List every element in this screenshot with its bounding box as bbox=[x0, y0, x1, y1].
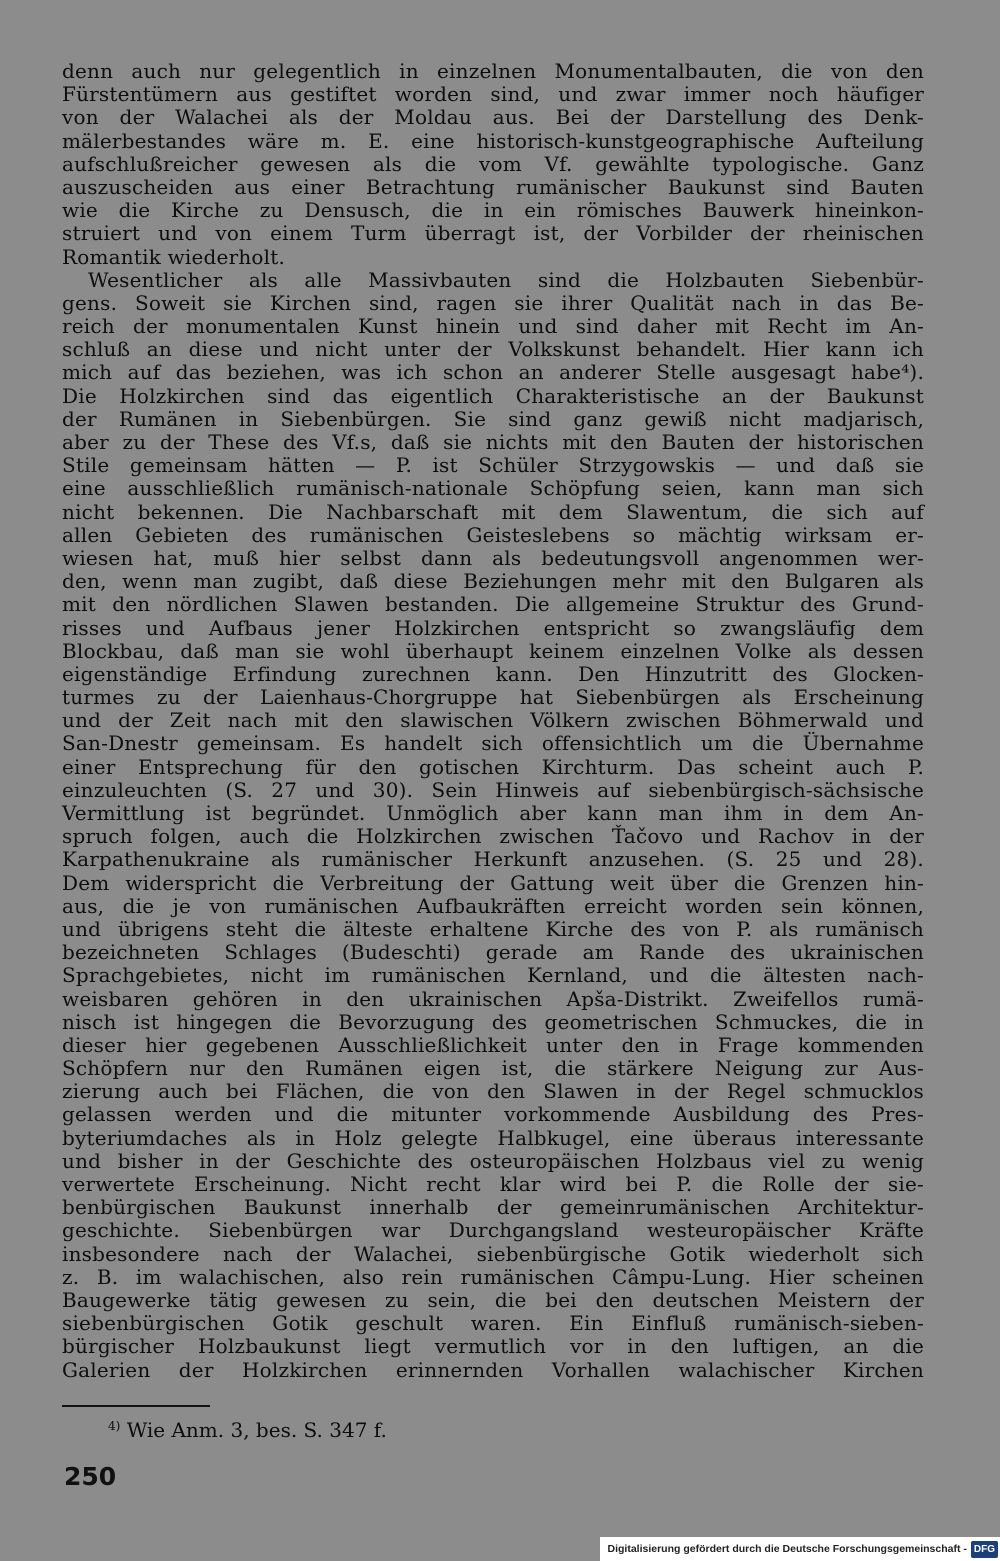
text-line: weisbaren gehören in den ukrainischen Apša-Distrikt. Zweifellos rumä- bbox=[62, 986, 924, 1011]
page-number: 250 bbox=[64, 1462, 117, 1491]
text-line: von der Walachei als der Moldau aus. Bei der Darstellung des Denk- bbox=[62, 105, 924, 130]
text-line: bürgischer Holzbaukunst liegt vermutlich vor in den luftigen, an die bbox=[62, 1334, 924, 1359]
text-line: wiesen hat, muß hier selbst dann als bedeutungsvoll angenommen wer- bbox=[62, 545, 924, 570]
text-line: aufschlußreicher gewesen als die vom Vf. gewählte typologische. Ganz bbox=[62, 151, 924, 176]
text-line: risses und Aufbaus jener Holzkirchen entspricht so zwangsläufig dem bbox=[62, 615, 924, 640]
text-line: und übrigens steht die älteste erhaltene Kirche des von P. als rumänisch bbox=[62, 916, 924, 941]
text-line: z. B. im walachischen, also rein rumänischen Câmpu-Lung. Hier scheinen bbox=[62, 1264, 924, 1289]
footnote-text: Wie Anm. 3, bes. S. 347 f. bbox=[126, 1418, 387, 1442]
text-line: San-Dnestr gemeinsam. Es handelt sich offensichtlich um die Übernahme bbox=[62, 731, 924, 756]
text-line: und bisher in der Geschichte des osteuropäischen Holzbaus viel zu wenig bbox=[62, 1148, 924, 1173]
text-line: siebenbürgischen Gotik geschult waren. Ein Einfluß rumänisch-sieben- bbox=[62, 1311, 924, 1336]
text-line: benbürgischen Baukunst innerhalb der gemeinrumänischen Architektur- bbox=[62, 1195, 924, 1220]
dfg-logo-icon: DFG bbox=[971, 1541, 998, 1558]
footnote bbox=[108, 1414, 387, 1442]
text-line: mälerbestandes wäre m. E. eine historisch-kunstgeographische Aufteilung bbox=[62, 128, 924, 153]
text-line: eine ausschließlich rumänisch-nationale Schöpfung seien, kann man sich bbox=[62, 476, 924, 501]
dfg-credit-bar bbox=[600, 1537, 1000, 1561]
body-text bbox=[62, 60, 924, 1382]
text-line: dieser hier gegebenen Ausschließlichkeit unter den in Frage kommenden bbox=[62, 1032, 924, 1057]
text-line: eigenständige Erfindung zurechnen kann. Den Hinzutritt des Glocken- bbox=[62, 661, 924, 686]
text-line: der Rumänen in Siebenbürgen. Sie sind ganz gewiß nicht madjarisch, bbox=[62, 406, 924, 431]
footnote-marker: 4) bbox=[108, 1419, 121, 1433]
text-line: insbesondere nach der Walachei, siebenbürgische Gotik wiederholt sich bbox=[62, 1241, 924, 1266]
text-line: den, wenn man zugibt, daß diese Beziehungen mehr mit den Bulgaren als bbox=[62, 569, 924, 594]
text-line: turmes zu der Laienhaus-Chorgruppe hat Siebenbürgen als Erscheinung bbox=[62, 685, 924, 710]
text-line: mich auf das beziehen, was ich schon an anderer Stelle ausgesagt habe⁴). bbox=[62, 360, 924, 385]
text-line: Baugewerke tätig gewesen zu sein, die bei den deutschen Meistern der bbox=[62, 1287, 924, 1312]
text-line: auszuscheiden aus einer Betrachtung rumänischer Baukunst sind Bauten bbox=[62, 174, 924, 199]
text-line: Dem widerspricht die Verbreitung der Gattung weit über die Grenzen hin- bbox=[62, 870, 924, 895]
text-line: geschichte. Siebenbürgen war Durchgangsland westeuropäischer Kräfte bbox=[62, 1218, 924, 1243]
text-line: nicht bekennen. Die Nachbarschaft mit dem Slawentum, die sich auf bbox=[62, 499, 924, 524]
text-line: mit den nördlichen Slawen bestanden. Die allgemeine Struktur des Grund- bbox=[62, 592, 924, 617]
text-line: aber zu der These des Vf.s, daß sie nichts mit den Bauten der historischen bbox=[62, 430, 924, 454]
text-line: verwertete Erscheinung. Nicht recht klar wird bei P. die Rolle der sie- bbox=[62, 1172, 924, 1196]
text-line: wie die Kirche zu Densusch, die in ein römisches Bauwerk hineinkon- bbox=[62, 198, 924, 223]
text-line: struiert und von einem Turm überragt ist, der Vorbilder der rheinischen bbox=[62, 221, 924, 246]
text-line: gens. Soweit sie Kirchen sind, ragen sie ihrer Qualität nach in das Be- bbox=[62, 290, 924, 315]
text-line: spruch folgen, auch die Holzkirchen zwischen Ťačovo und Rachov in der bbox=[62, 824, 924, 849]
text-line: Wesentlicher als alle Massivbauten sind die Holzbauten Siebenbür- bbox=[88, 267, 924, 292]
text-line: reich der monumentalen Kunst hinein und sind daher mit Recht im An- bbox=[62, 314, 924, 339]
text-line: einer Entsprechung für den gotischen Kirchturm. Das scheint auch P. bbox=[62, 754, 924, 779]
text-line: zierung auch bei Flächen, die von den Slawen in der Regel schmucklos bbox=[62, 1079, 924, 1104]
text-line: und der Zeit nach mit den slawischen Völkern zwischen Böhmerwald und bbox=[62, 708, 924, 733]
text-line: denn auch nur gelegentlich in einzelnen Monumentalbauten, die von den bbox=[62, 59, 924, 83]
text-line: gelassen werden und die mitunter vorkommende Ausbildung des Pres- bbox=[62, 1102, 924, 1127]
text-line: allen Gebieten des rumänischen Geisteslebens so mächtig wirksam er- bbox=[62, 522, 924, 547]
text-line: Galerien der Holzkirchen erinnernden Vorhallen walachischer Kirchen bbox=[62, 1357, 924, 1382]
text-line: nisch ist hingegen die Bevorzugung des geometrischen Schmuckes, die in bbox=[62, 1009, 924, 1034]
digitization-credit: Digitalisierung gefördert durch die Deutsche Forschungsgemeinschaft - bbox=[607, 1543, 967, 1555]
text-line: Vermittlung ist begründet. Unmöglich aber kann man ihm in dem An- bbox=[62, 801, 924, 825]
text-line: Stile gemeinsam hätten — P. ist Schüler Strzygowskis — und daß sie bbox=[62, 453, 924, 478]
footnote-separator bbox=[62, 1405, 210, 1407]
text-line: Schöpfern nur den Rumänen eigen ist, die stärkere Neigung zur Aus- bbox=[62, 1056, 924, 1081]
text-line: Die Holzkirchen sind das eigentlich Charakteristische an der Baukunst bbox=[62, 383, 924, 408]
text-line: einzuleuchten (S. 27 und 30). Sein Hinweis auf siebenbürgisch-sächsische bbox=[62, 777, 924, 802]
text-line: aus, die je von rumänischen Aufbaukräften erreicht worden sein können, bbox=[62, 893, 924, 918]
text-line: Romantik wiederholt. bbox=[62, 244, 286, 269]
text-line: Karpathenukraine als rumänischer Herkunft anzusehen. (S. 25 und 28). bbox=[62, 847, 924, 872]
text-line: byteriumdaches als in Holz gelegte Halbkugel, eine überaus interessante bbox=[62, 1125, 924, 1150]
text-line: schluß an diese und nicht unter der Volkskunst behandelt. Hier kann ich bbox=[62, 337, 924, 362]
text-line: Blockbau, daß man sie wohl überhaupt keinem einzelnen Volke als dessen bbox=[62, 638, 924, 663]
text-line: Sprachgebietes, nicht im rumänischen Kernland, und die ältesten nach- bbox=[62, 963, 924, 988]
text-line: Fürstentümern aus gestiftet worden sind, und zwar immer noch häufiger bbox=[62, 82, 924, 107]
text-line: bezeichneten Schlages (Budeschti) gerade am Rande des ukrainischen bbox=[62, 940, 924, 965]
